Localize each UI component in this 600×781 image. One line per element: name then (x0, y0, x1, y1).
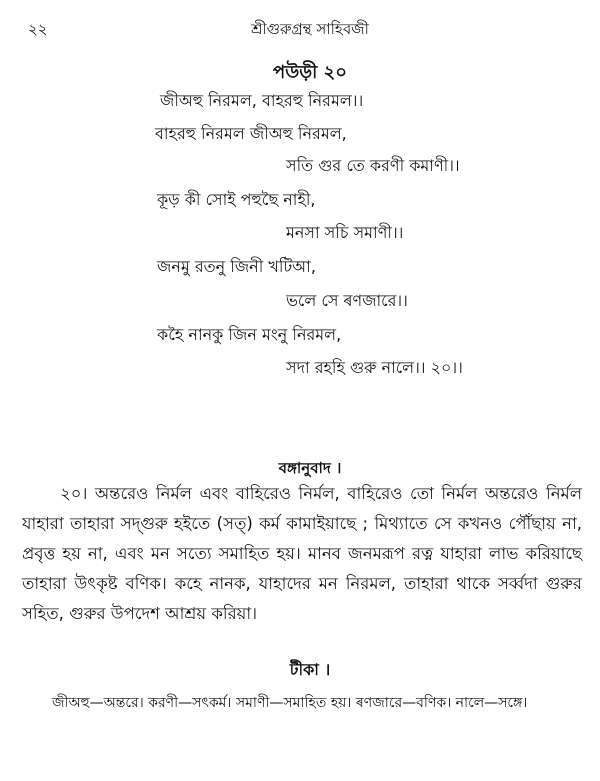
verse-line: জীঅহু নিরমল, বাহরহু নিরমল।। (160, 91, 364, 110)
verse-line: মনসা সচি সমাণী।। (286, 223, 404, 242)
translation-title: বঙ্গানুবাদ । (278, 459, 342, 477)
commentary-glossary: জীঅহু—অন্তরে। করণী—সৎকর্ম। সমাণী—সমাহিত হয়। ৰণজারে—বণিক। নালে—সঙ্গে। (52, 695, 528, 711)
verse-line: সদা রহহি গুরু নালে।। ২০।। (286, 358, 463, 377)
verse-line: ভলে সে ৰণজারে।। (286, 291, 408, 310)
verse-line: কহৈ নানকু জিন মংনু নিরমল, (157, 325, 342, 344)
verse-line: বাহরহু নিরমল জীঅহু নিরমল, (155, 124, 347, 143)
page-number: ২২ (28, 20, 48, 38)
verse-title: পউড়ী ২০ (273, 62, 347, 83)
running-header: শ্রীগুরুগ্রন্থ সাহিবজী (251, 20, 369, 38)
verse-line: সতি গুর তে করণী কমাণী।। (286, 156, 460, 175)
verse-line: কূড় কী সোই পহুছৈ নাহী, (157, 190, 316, 209)
verse-line: জনমু রতনু জিনী খটিআ, (157, 257, 316, 276)
translation-paragraph: ২০। অন্তরেও নির্মল এবং বাহিরেও নির্মল, বাহিরেও তো নির্মল অন্তরেও নির্মল যাহারা তাহারা সদ্‌গুরু হইতে (সত্) কর্ম কামাইয়াছে ; মিথ্যাতে সে কখনও পৌঁছায় না, প্রবৃত্ত হয় না, এবং মন সত্যে সমাহিত হয়। মানব জনমরূপ রত্ন যাহারা লাভ করিয়াছে তাহারা উৎকৃষ্ট বণিক। কহে নানক, যাহাদের মন নিরমল, তাহারা থাকে সর্ব্বদা গুরুর সহিত, গুরুর উপদেশ আশ্রয় করিয়া। (22, 484, 582, 623)
commentary-title: টীকা । (289, 660, 331, 679)
